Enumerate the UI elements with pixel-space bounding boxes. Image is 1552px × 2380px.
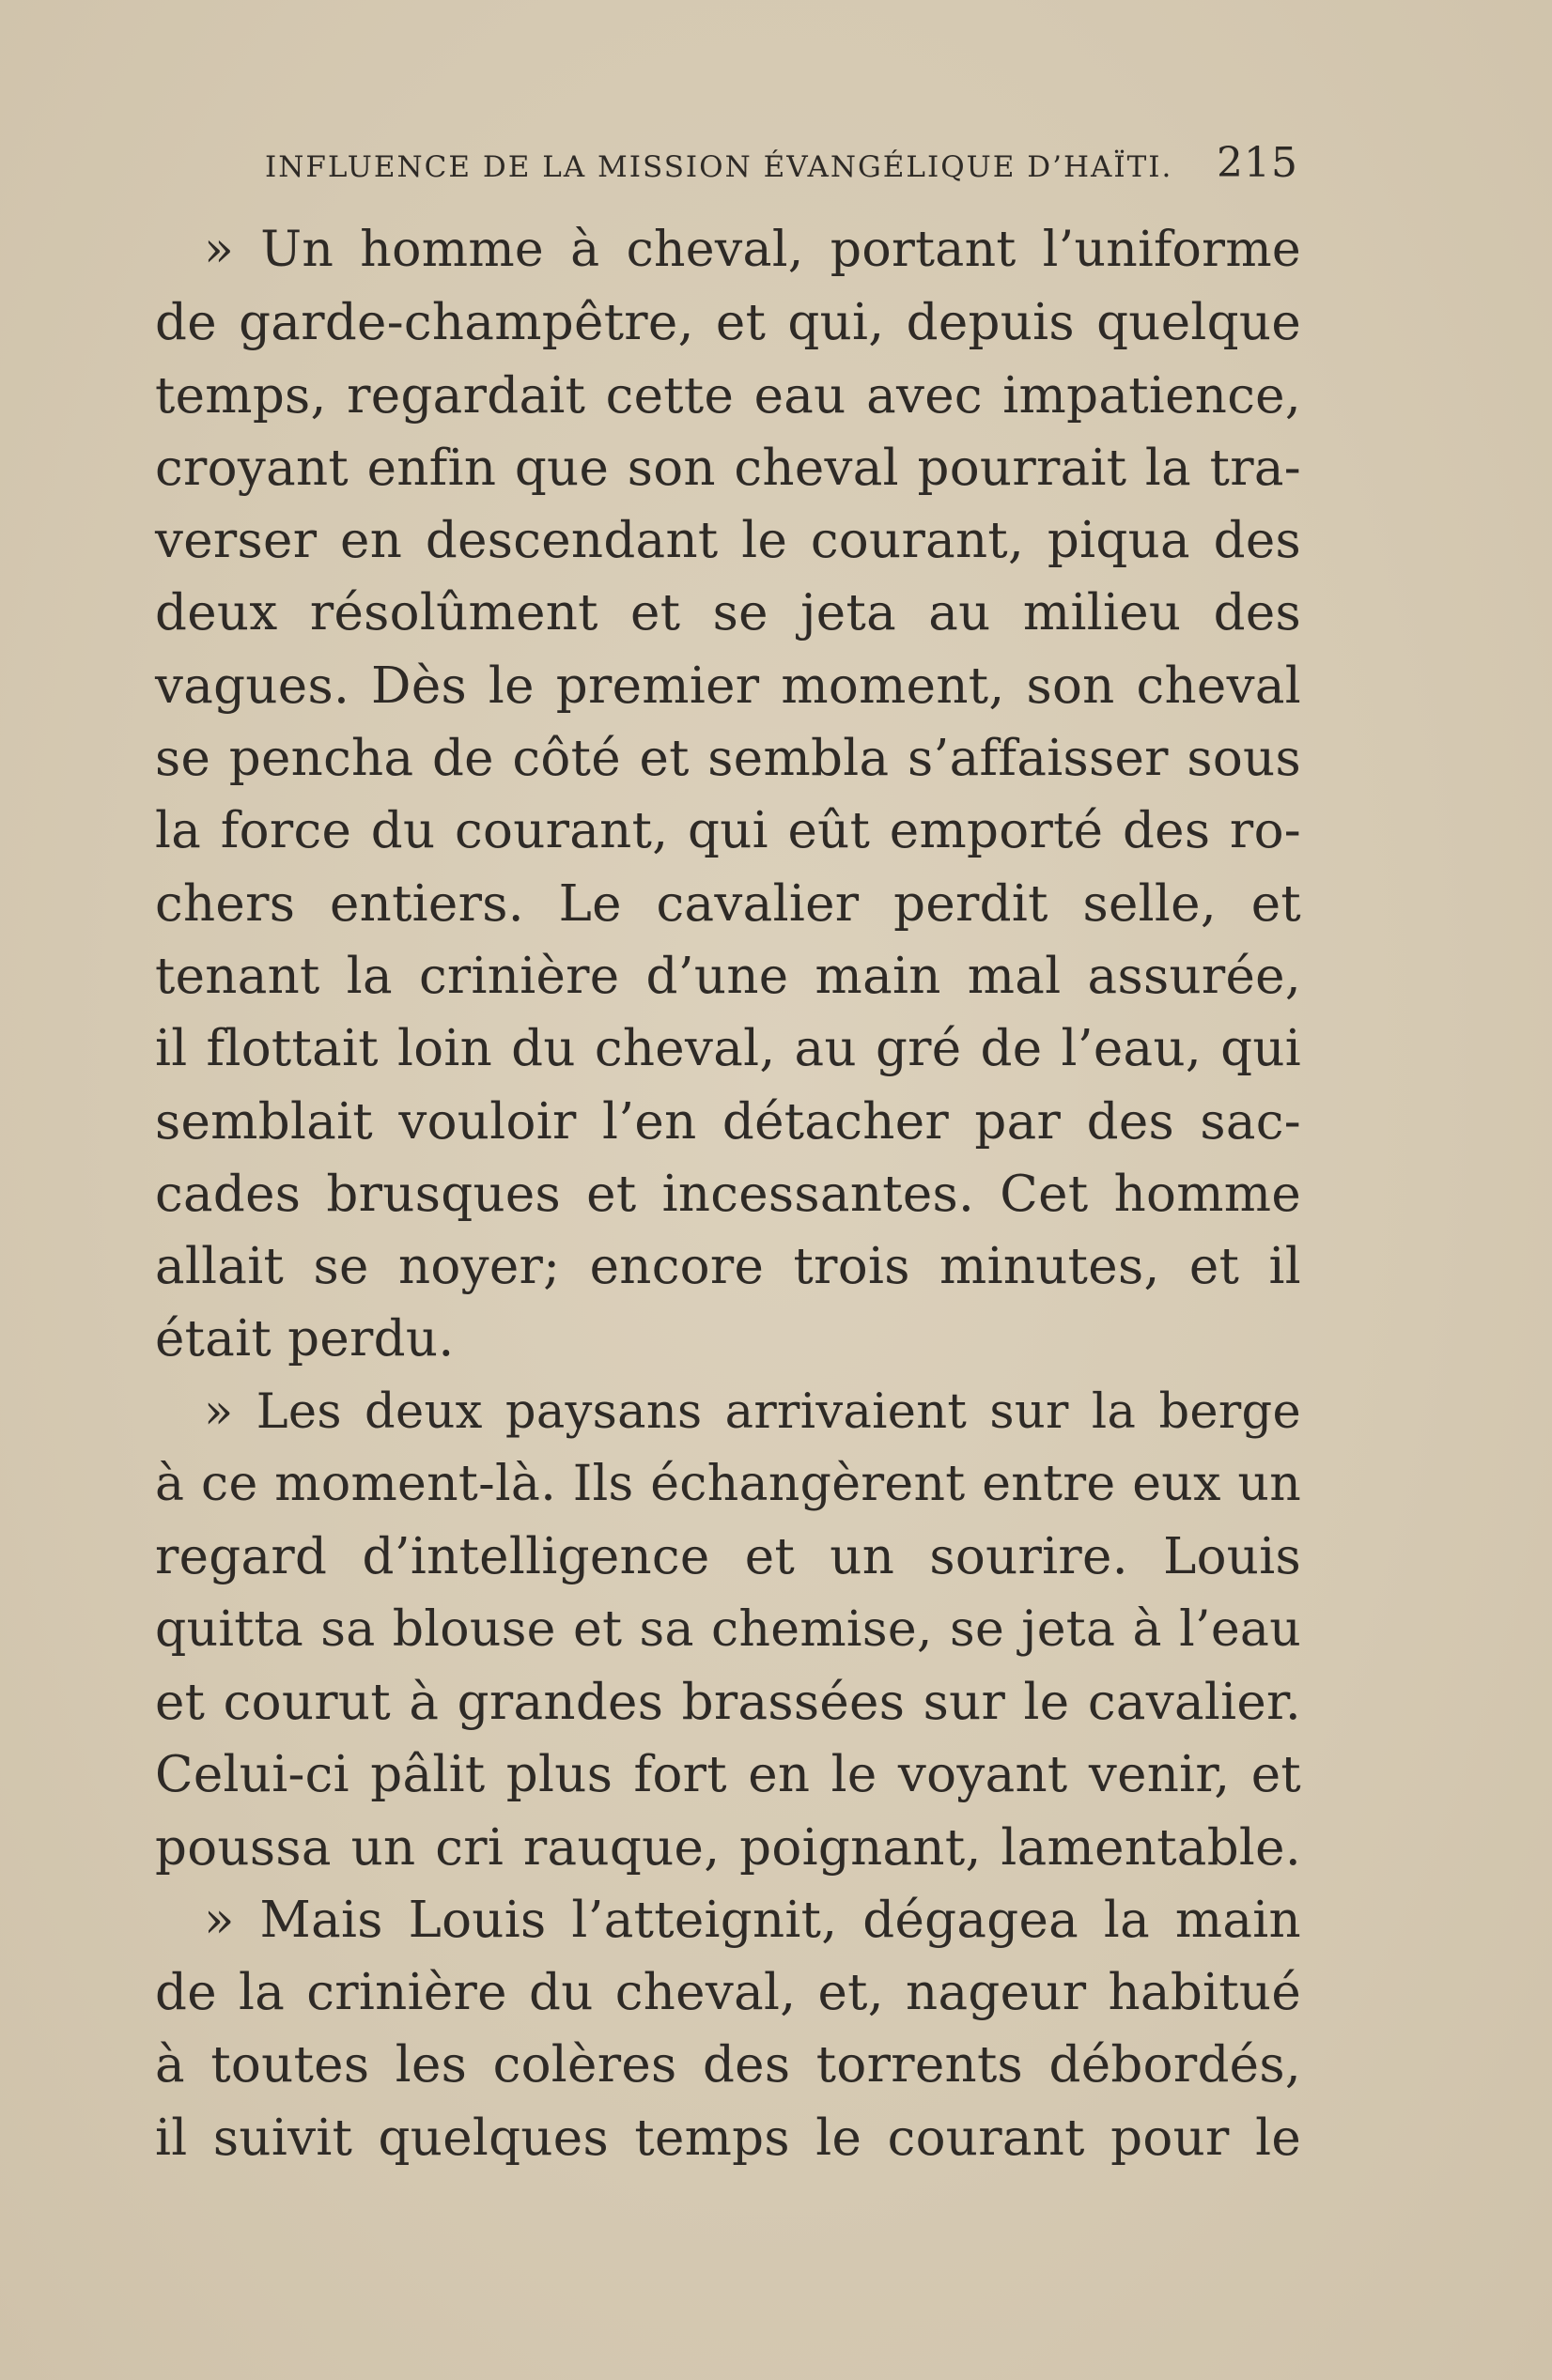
text-line: » Mais Louis l’atteignit, dégagea la main xyxy=(204,1891,1301,1949)
text-line: il suivit quelques temps le courant pour le xyxy=(155,2109,1301,2167)
running-head xyxy=(265,139,1298,192)
page-number: 215 xyxy=(1217,139,1298,187)
text-line: et courut à grandes brassées sur le cavalier. xyxy=(155,1673,1301,1731)
text-line: semblait vouloir l’en détacher par des sac- xyxy=(155,1092,1301,1151)
text-line: deux résolûment et se jeta au milieu des xyxy=(155,584,1301,642)
text-line: chers entiers. Le cavalier perdit selle, et xyxy=(155,874,1301,933)
text-line: » Les deux paysans arrivaient sur la berge xyxy=(204,1383,1301,1440)
body-text xyxy=(155,214,1301,2174)
text-line: allait se noyer; encore trois minutes, et il xyxy=(155,1238,1301,1296)
text-line: verser en descendant le courant, piqua des xyxy=(155,512,1301,570)
text-line: vagues. Dès le premier moment, son cheval xyxy=(155,657,1301,715)
text-line: de garde-champêtre, et qui, depuis quelque xyxy=(155,294,1301,352)
text-line: de la crinière du cheval, et, nageur habitué xyxy=(155,1964,1301,2022)
text-line: tenant la crinière d’une main mal assurée, xyxy=(155,947,1301,1005)
text-line: quitta sa blouse et sa chemise, se jeta à l’eau xyxy=(155,1600,1301,1658)
text-line: temps, regardait cette eau avec impatience, xyxy=(155,366,1301,425)
text-line: » Un homme à cheval, portant l’uniforme xyxy=(204,222,1301,278)
text-line: regard d’intelligence et un sourire. Louis xyxy=(155,1528,1301,1586)
running-title: INFLUENCE DE LA MISSION ÉVANGÉLIQUE D’HAÏTI. xyxy=(265,150,1173,184)
text-line: poussa un cri rauque, poignant, lamentable. xyxy=(155,1818,1301,1877)
text-line: à toutes les colères des torrents débordés, xyxy=(155,2036,1301,2094)
text-line: était perdu. xyxy=(155,1310,455,1368)
text-line: croyant enfin que son cheval pourrait la tra- xyxy=(155,439,1301,497)
text-line: la force du courant, qui eût emporté des ro- xyxy=(155,802,1301,860)
text-line: à ce moment-là. Ils échangèrent entre eux un xyxy=(155,1456,1301,1513)
text-line: Celui-ci pâlit plus fort en le voyant venir, et xyxy=(155,1746,1301,1804)
text-line: il flottait loin du cheval, au gré de l’eau, qui xyxy=(155,1020,1301,1078)
text-line: se pencha de côté et sembla s’affaisser sous xyxy=(155,730,1301,788)
text-line: cades brusques et incessantes. Cet homme xyxy=(155,1165,1301,1223)
